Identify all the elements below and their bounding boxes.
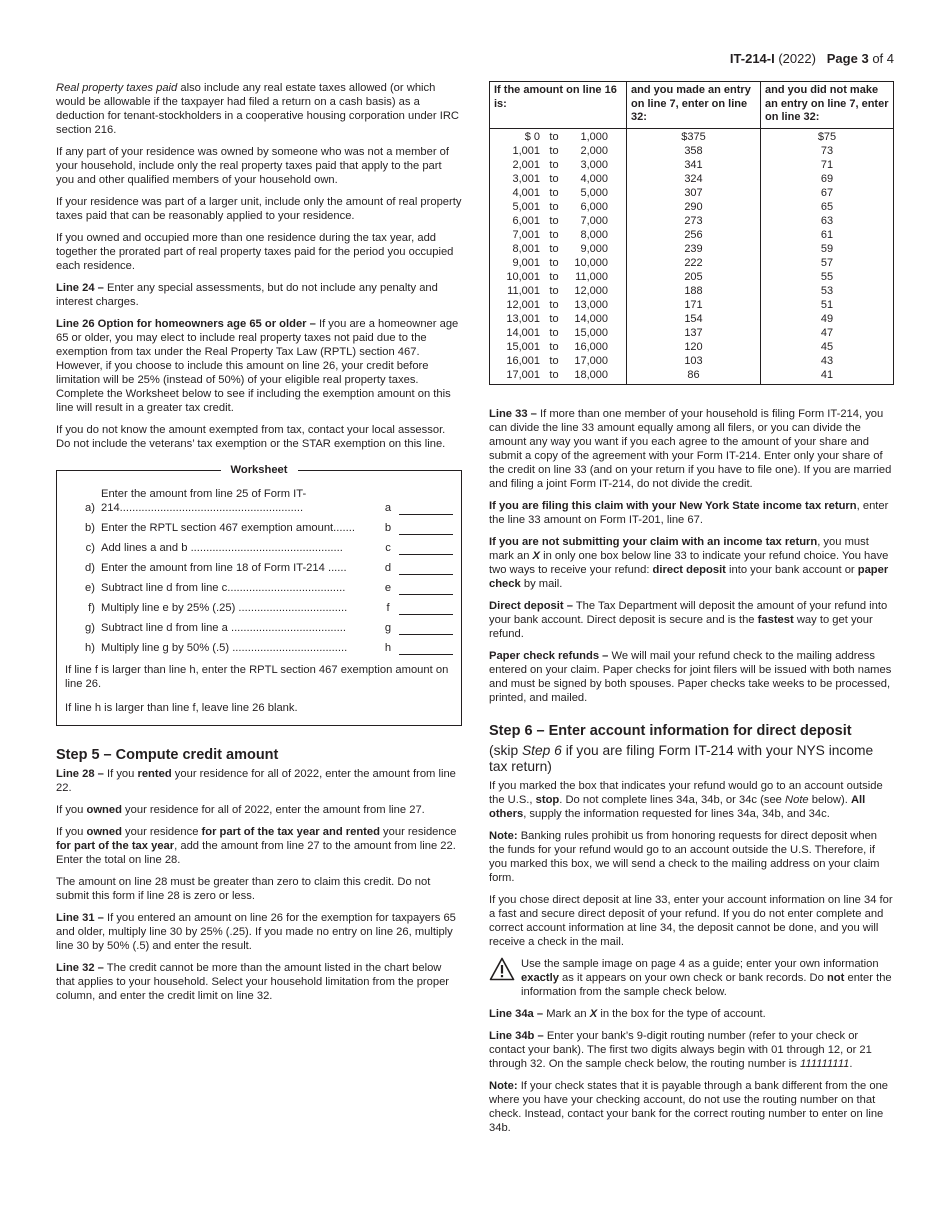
range-to: 8,000 — [580, 228, 608, 241]
worksheet-row-label: a) — [85, 502, 95, 514]
income-range-cell — [490, 229, 627, 243]
worksheet-entry-line[interactable] — [399, 502, 453, 515]
residence-owned-paragraph: If any part of your residence was owned by someone who was not a member of your household, include only the real property taxes paid that apply to the part you and other qualified members of your household own. — [56, 146, 450, 186]
limit-no-entry-cell: 73 — [761, 145, 894, 159]
limit-no-entry-cell: 43 — [761, 355, 894, 369]
limit-no-entry-cell: 63 — [761, 215, 894, 229]
limit-made-entry-cell: 307 — [627, 187, 761, 201]
line-34a-instructions: Line 34a – Mark an X in the box for the type of account. — [489, 1007, 766, 1020]
range-to: 16,000 — [574, 340, 608, 353]
worksheet-entry-line[interactable] — [399, 622, 453, 635]
worksheet-row-text: Subtract line d from line c...................................... — [101, 582, 346, 594]
income-range-cell — [490, 285, 627, 299]
income-range-cell — [490, 327, 627, 341]
worksheet-note-f: If line f is larger than line h, enter the RPTL section 467 exemption amount on line 26. — [65, 664, 449, 690]
direct-deposit-choice-paragraph: If you chose direct deposit at line 33, enter your account information on line 34 for a fast and secure direct deposit of your refund. If you do not enter complete and correct account information at line 34, the deposit cannot be done, and you will receive a check in the mail. — [489, 893, 893, 948]
range-to: 10,000 — [574, 256, 608, 269]
table-row — [490, 145, 894, 159]
worksheet-row-letter: e — [384, 582, 392, 594]
table-row — [490, 369, 894, 385]
limit-made-entry-cell: 324 — [627, 173, 761, 187]
worksheet-row-letter: b — [384, 522, 392, 534]
income-range-cell — [490, 299, 627, 313]
range-to: 13,000 — [574, 298, 608, 311]
income-range-cell — [490, 173, 627, 187]
worksheet-row-letter: f — [386, 602, 390, 614]
routing-number-note: Note: If your check states that it is payable through a bank different from the one where you have your checking account, do not use the routing number on that check. Instead, contact your bank for the correct routing number to enter on line 34b. — [489, 1079, 889, 1134]
direct-deposit-paragraph: Direct deposit – The Tax Department will deposit the amount of your refund into your bank account. Direct deposit is secure and is the fastest way to get your refund. — [489, 599, 888, 640]
range-to-word: to — [549, 270, 559, 283]
range-to-word: to — [549, 284, 559, 297]
table-row — [490, 229, 894, 243]
line-33-instructions: Line 33 – If more than one member of your household is filing Form IT-214, you can divide the line 33 amount equally among all filers, or you can divide the amount any way you want if you each agree to the amount of your share and submit a copy of the agreement with your Form IT-214. Enter only your share of the credit on line 33 (and on your return if you have to file one). If you are married and filing a joint Form IT-214, do not divide the credit. — [489, 407, 892, 490]
income-range-cell — [490, 355, 627, 369]
worksheet-row-letter: a — [384, 502, 392, 514]
worksheet-row — [65, 487, 453, 515]
income-range-cell — [490, 369, 627, 385]
paper-check-paragraph: Paper check refunds – We will mail your refund check to the mailing address entered on your claim. Paper checks for joint filers will be issued with both names and must be signed by both spouses. Paper checks take weeks to be processed, printed, and mailed. — [489, 649, 892, 704]
worksheet-row-text: Multiply line g by 50% (.5) ..................................... — [101, 642, 348, 654]
sample-image-warning: Use the sample image on page 4 as a guide; enter your own information exactly as it appears on your own check or bank records. Do not enter the information from the sample check below. — [489, 957, 894, 999]
range-from: 7,001 — [512, 228, 540, 241]
range-to-word: to — [549, 172, 559, 185]
table-row — [490, 299, 894, 313]
table-row — [490, 243, 894, 257]
page-total: of 4 — [872, 51, 894, 66]
limit-made-entry-cell: 290 — [627, 201, 761, 215]
limit-no-entry-cell: 45 — [761, 341, 894, 355]
income-range-cell — [490, 257, 627, 271]
worksheet-row — [65, 621, 453, 635]
worksheet-row-letter: h — [384, 642, 392, 654]
worksheet-row-text: Add lines a and b ................................................. — [101, 542, 343, 554]
table-row — [490, 201, 894, 215]
table-row — [490, 173, 894, 187]
limit-no-entry-cell: 55 — [761, 271, 894, 285]
range-to: 2,000 — [580, 144, 608, 157]
limit-made-entry-cell: 154 — [627, 313, 761, 327]
income-range-cell — [490, 243, 627, 257]
nys-return-paragraph: If you are filing this claim with your New York State income tax return, enter the line 33 amount on Form IT-201, line 67. — [489, 499, 889, 526]
worksheet-row-label: e) — [85, 582, 95, 594]
table-row — [490, 271, 894, 285]
worksheet — [56, 464, 462, 726]
range-to: 15,000 — [574, 326, 608, 339]
income-range-cell — [490, 201, 627, 215]
range-from: 16,001 — [506, 354, 540, 367]
table-row — [490, 327, 894, 341]
worksheet-row-letter: d — [384, 562, 392, 574]
limit-made-entry-cell: 188 — [627, 285, 761, 299]
income-range-cell — [490, 159, 627, 173]
income-range-cell — [490, 128, 627, 145]
table-row — [490, 313, 894, 327]
outside-us-paragraph: If you marked the box that indicates your refund would go to an account outside the U.S., stop. Do not complete lines 34a, 34b, or 34c (see Note below). All others, supply the information requested for lines 34a, 34b, and 34c. — [489, 779, 883, 820]
limit-made-entry-cell: $375 — [627, 128, 761, 145]
income-range-cell — [490, 341, 627, 355]
page-header — [730, 52, 894, 66]
range-from: 17,001 — [506, 368, 540, 381]
income-range-cell — [490, 215, 627, 229]
range-to-word: to — [549, 214, 559, 227]
range-from: 13,001 — [506, 312, 540, 325]
table-row — [490, 257, 894, 271]
limit-no-entry-cell: 61 — [761, 229, 894, 243]
range-to-word: to — [549, 186, 559, 199]
worksheet-row-text: Subtract line d from line a ..................................... — [101, 622, 346, 634]
limit-no-entry-cell: 41 — [761, 369, 894, 385]
page-number: Page 3 — [826, 51, 869, 66]
range-from: 15,001 — [506, 340, 540, 353]
worksheet-row-letter: g — [384, 622, 392, 634]
limit-no-entry-cell: 59 — [761, 243, 894, 257]
range-to: 3,000 — [580, 158, 608, 171]
step-6-heading: Step 6 – Enter account information for direct deposit — [489, 722, 852, 739]
range-from: $ 0 — [524, 130, 540, 143]
limit-made-entry-cell: 358 — [627, 145, 761, 159]
table-header-no-entry: and you did not make an entry on line 7, enter on line 32: — [761, 82, 894, 129]
table-row — [490, 187, 894, 201]
range-to-word: to — [549, 312, 559, 325]
greater-than-zero-paragraph: The amount on line 28 must be greater than zero to claim this credit. Do not submit this form if line 28 is zero or less. — [56, 876, 431, 902]
owned-all-year-paragraph: If you owned your residence for all of 2022, enter the amount from line 27. — [56, 804, 425, 816]
step-6-subheading: (skip Step 6 if you are filing Form IT-214 with your NYS income tax return) — [489, 742, 874, 774]
range-to-word: to — [549, 200, 559, 213]
worksheet-entry-line[interactable] — [399, 602, 453, 615]
form-year: (2022) — [778, 51, 816, 66]
step-5-heading: Step 5 – Compute credit amount — [56, 747, 279, 763]
multiple-residence-paragraph: If you owned and occupied more than one residence during the tax year, add together the prorated part of real property taxes paid for the period you occupied each residence. — [56, 232, 454, 272]
range-from: 5,001 — [512, 200, 540, 213]
line-28-instructions: Line 28 – If you rented your residence for all of 2022, enter the amount from line 22. — [56, 768, 456, 794]
limit-made-entry-cell: 341 — [627, 159, 761, 173]
limit-made-entry-cell: 273 — [627, 215, 761, 229]
range-to-word: to — [549, 228, 559, 241]
limit-made-entry-cell: 120 — [627, 341, 761, 355]
limit-made-entry-cell: 137 — [627, 327, 761, 341]
limit-made-entry-cell: 222 — [627, 257, 761, 271]
limit-made-entry-cell: 239 — [627, 243, 761, 257]
worksheet-entry-line[interactable] — [399, 582, 453, 595]
line-26-instructions: Line 26 Option for homeowners age 65 or older – If you are a homeowner age 65 or older, you may elect to include real property taxes not paid due to the exemption from tax under the Real Property Tax Law (RPTL) section 467. However, if you choose to include this amount on line 26, your credit before limitation will be 25% (instead of 50%) of your eligible real property taxes. Complete the Worksheet below to see if including the exemption amount on this line will result in a greater tax credit. — [56, 318, 459, 414]
range-from: 12,001 — [506, 298, 540, 311]
range-from: 1,001 — [512, 144, 540, 157]
range-to-word: to — [549, 158, 559, 171]
range-to-word: to — [549, 354, 559, 367]
range-from: 3,001 — [512, 172, 540, 185]
worksheet-row — [65, 581, 453, 595]
range-to-word: to — [549, 130, 559, 143]
worksheet-entry-line[interactable] — [399, 542, 453, 555]
worksheet-row-label: d) — [85, 562, 95, 574]
table-row — [490, 128, 894, 145]
larger-unit-paragraph: If your residence was part of a larger unit, include only the amount of real property taxes paid that can be reasonably applied to your residence. — [56, 196, 462, 222]
table-row — [490, 159, 894, 173]
table-row — [490, 285, 894, 299]
worksheet-row-text: Enter the amount from line 25 of Form IT-214........................................................... — [101, 488, 307, 514]
range-from: 6,001 — [512, 214, 540, 227]
limit-made-entry-cell: 103 — [627, 355, 761, 369]
real-property-taxes-paragraph: Real property taxes paid also include any real estate taxes allowed (or which would be allowable if the taxpayer had filed a return on a cash basis) as a deduction for tenant-stockholders in a cooperative housing corporation under IRC section 216. — [56, 82, 459, 136]
range-to-word: to — [549, 256, 559, 269]
range-to-word: to — [549, 368, 559, 381]
table-row — [490, 341, 894, 355]
range-from: 4,001 — [512, 186, 540, 199]
warning-icon — [489, 957, 515, 981]
worksheet-row — [65, 641, 453, 655]
worksheet-row-label: b) — [85, 522, 95, 534]
banking-rules-note: Note: Banking rules prohibit us from honoring requests for direct deposit when the funds for your refund would go to an account outside the U.S. Therefore, if you marked this box, we will send a check to the mailing address on your claim form. — [489, 829, 880, 884]
limit-no-entry-cell: 47 — [761, 327, 894, 341]
limit-no-entry-cell: $75 — [761, 128, 894, 145]
worksheet-row-text: Multiply line e by 25% (.25) ................................... — [101, 602, 348, 614]
range-to-word: to — [549, 340, 559, 353]
table-row — [490, 215, 894, 229]
line-32-instructions: Line 32 – The credit cannot be more than the amount listed in the chart below that applies to your household. Select your household limitation from the proper column, and enter the credit limit on line 32. — [56, 962, 450, 1002]
range-to: 4,000 — [580, 172, 608, 185]
limit-no-entry-cell: 51 — [761, 299, 894, 313]
range-to: 1,000 — [580, 130, 608, 143]
worksheet-note-h: If line h is larger than line f, leave line 26 blank. — [65, 702, 298, 714]
range-to-word: to — [549, 242, 559, 255]
worksheet-entry-line[interactable] — [399, 522, 453, 535]
limit-no-entry-cell: 49 — [761, 313, 894, 327]
credit-limit-table — [489, 81, 894, 385]
range-from: 14,001 — [506, 326, 540, 339]
worksheet-entry-line[interactable] — [399, 642, 453, 655]
worksheet-entry-line[interactable] — [399, 562, 453, 575]
worksheet-row-label: f) — [88, 602, 95, 614]
worksheet-row — [65, 541, 453, 555]
range-to-word: to — [549, 298, 559, 311]
range-from: 8,001 — [512, 242, 540, 255]
range-to: 14,000 — [574, 312, 608, 325]
right-column — [489, 81, 894, 1143]
income-range-cell — [490, 313, 627, 327]
range-to: 18,000 — [574, 368, 608, 381]
range-to-word: to — [549, 326, 559, 339]
limit-no-entry-cell: 69 — [761, 173, 894, 187]
line-34b-instructions: Line 34b – Enter your bank’s 9-digit routing number (refer to your check or contact your bank). The first two digits always begin with 01 through 12, or 21 through 32. On the sample check below, the routing number is 111111111. — [489, 1029, 872, 1070]
limit-made-entry-cell: 205 — [627, 271, 761, 285]
assessor-paragraph: If you do not know the amount exempted from tax, contact your local assessor. Do not include the veterans’ tax exemption or the STAR exemption on this line. — [56, 424, 446, 450]
worksheet-row-label: c) — [85, 542, 95, 554]
range-from: 9,001 — [512, 256, 540, 269]
limit-no-entry-cell: 53 — [761, 285, 894, 299]
table-row — [490, 355, 894, 369]
table-header-amount: If the amount on line 16 is: — [490, 82, 627, 129]
range-to: 12,000 — [574, 284, 608, 297]
worksheet-row-label: h) — [85, 642, 95, 654]
range-to: 11,000 — [575, 270, 608, 283]
limit-made-entry-cell: 256 — [627, 229, 761, 243]
limit-no-entry-cell: 57 — [761, 257, 894, 271]
not-submitting-paragraph: If you are not submitting your claim with an income tax return, you must mark an X in only one box below line 33 to indicate your refund choice. You have two ways to receive your refund: direct deposit into your bank account or paper check by mail. — [489, 535, 889, 590]
worksheet-row-letter: c — [385, 542, 391, 554]
limit-made-entry-cell: 171 — [627, 299, 761, 313]
range-to: 9,000 — [580, 242, 608, 255]
worksheet-row — [65, 561, 453, 575]
range-from: 2,001 — [512, 158, 540, 171]
worksheet-row — [65, 601, 453, 615]
range-to: 7,000 — [580, 214, 608, 227]
range-from: 11,001 — [507, 284, 540, 297]
worksheet-title: Worksheet — [221, 464, 298, 476]
limit-made-entry-cell: 86 — [627, 369, 761, 385]
range-from: 10,001 — [506, 270, 540, 283]
limit-no-entry-cell: 71 — [761, 159, 894, 173]
line-24-instructions: Line 24 – Enter any special assessments, but do not include any penalty and interest charges. — [56, 282, 438, 308]
worksheet-row-text: Enter the RPTL section 467 exemption amount....... — [101, 522, 355, 534]
worksheet-row-label: g) — [85, 622, 95, 634]
left-column — [56, 81, 462, 1011]
limit-no-entry-cell: 65 — [761, 201, 894, 215]
range-to-word: to — [549, 144, 559, 157]
income-range-cell — [490, 145, 627, 159]
form-id: IT-214-I — [729, 51, 775, 66]
worksheet-row — [65, 521, 453, 535]
income-range-cell — [490, 187, 627, 201]
line-31-instructions: Line 31 – If you entered an amount on line 26 for the exemption for taxpayers 65 and older, multiply line 30 by 25% (.25). If you made no entry on line 26, multiply line 30 by 50% (.5) and enter the result. — [56, 912, 456, 952]
range-to: 5,000 — [580, 186, 608, 199]
range-to: 6,000 — [580, 200, 608, 213]
limit-no-entry-cell: 67 — [761, 187, 894, 201]
owned-part-year-paragraph: If you owned your residence for part of the tax year and rented your residence for part of the tax year, add the amount from line 27 to the amount from line 22. Enter the total on line 28. — [56, 826, 457, 866]
worksheet-row-text: Enter the amount from line 18 of Form IT-214 ...... — [101, 562, 347, 574]
income-range-cell — [490, 271, 627, 285]
table-header-made-entry: and you made an entry on line 7, enter on line 32: — [627, 82, 761, 129]
range-to: 17,000 — [574, 354, 608, 367]
